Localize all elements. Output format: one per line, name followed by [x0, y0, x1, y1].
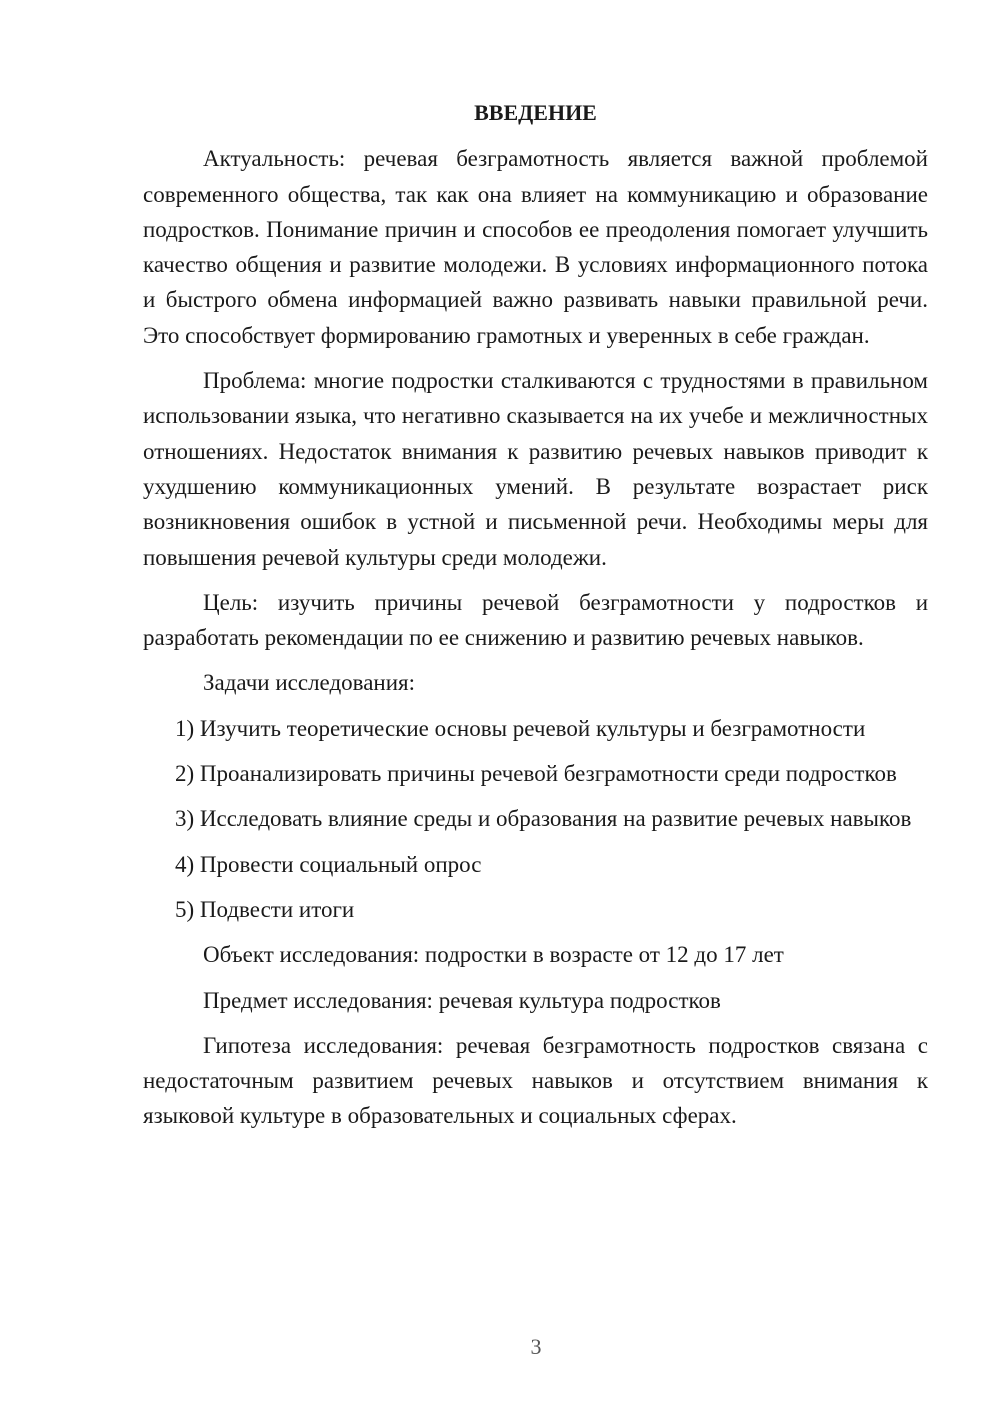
page-title: ВВЕДЕНИЕ [474, 100, 597, 125]
tasks-heading: Задачи исследования: [203, 670, 416, 696]
page-number: 3 [530, 1334, 542, 1359]
research-hypothesis: Гипотеза исследования: речевая безграмотность подростков связана с недостаточным развитием речевых навыков и отсутствием внимания к языковой культуре в образовательных и социальных сферах. [143, 1032, 928, 1129]
problem-paragraph: Проблема: многие подростки сталкиваются с трудностями в правильном использовании языка, что негативно сказывается на их учебе и межличностных отношениях. Недостаток внимания к развитию речевых навыков приводит к ухудшению коммуникационных умений. В результате возрастает риск возникновения ошибок в устной и письменной речи. Необходимы меры для повышения речевой культуры среди молодежи. [143, 368, 928, 570]
page-content [143, 95, 928, 1144]
task-item-4: 4) Провести социальный опрос [175, 851, 482, 877]
task-item-5: 5) Подвести итоги [175, 896, 355, 922]
relevance-paragraph: Актуальность: речевая безграмотность является важной проблемой современного общества, так как она влияет на коммуникацию и образование подростков. Понимание причин и способов ее преодоления помогает улучшить качество общения и развитие молодежи. В условиях информационного потока и быстрого обмена информацией важно развивать навыки правильной речи. Это способствует формированию грамотных и уверенных в себе граждан. [143, 146, 928, 348]
research-object: Объект исследования: подростки в возрасте от 12 до 17 лет [203, 942, 784, 968]
research-subject: Предмет исследования: речевая культура подростков [203, 987, 721, 1013]
task-item-2: 2) Проанализировать причины речевой безграмотности среди подростков [175, 761, 897, 787]
goal-paragraph: Цель: изучить причины речевой безграмотности у подростков и разработать рекомендации по ее снижению и развитию речевых навыков. [143, 589, 928, 651]
task-item-1: 1) Изучить теоретические основы речевой культуры и безграмотности [175, 715, 866, 741]
task-item-3: 3) Исследовать влияние среды и образования на развитие речевых навыков [175, 806, 912, 832]
